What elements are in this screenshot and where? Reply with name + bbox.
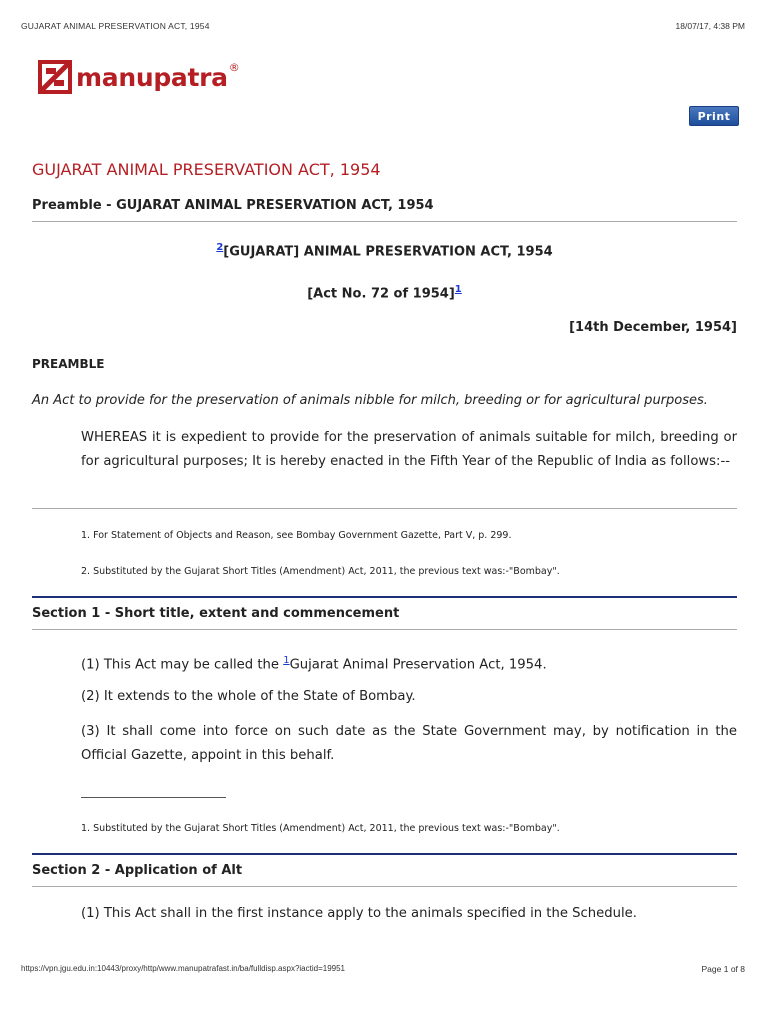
long-title: An Act to provide for the preservation of animals nibble for milch, breeding or for agricultural purposes. — [32, 393, 708, 408]
act-title — [32, 242, 737, 259]
document-title: GUJARAT ANIMAL PRESERVATION ACT, 1954 — [32, 160, 381, 179]
section-1-clause-3: (3) It shall come into force on such date as the State Government may, by notification in the Official Gazette, appoint in this behalf. — [81, 724, 737, 763]
preamble-heading: Preamble - GUJARAT ANIMAL PRESERVATION ACT, 1954 — [32, 198, 434, 213]
footnote-1: 1. For Statement of Objects and Reason, see Bombay Government Gazette, Part V, p. 299. — [81, 530, 512, 541]
print-footer-page: Page 1 of 8 — [701, 964, 745, 974]
preamble-label: PREAMBLE — [32, 357, 105, 371]
clause-text: Gujarat Animal Preservation Act, 1954. — [289, 657, 547, 673]
divider — [32, 629, 737, 630]
manupatra-logo-icon — [38, 60, 72, 94]
divider — [32, 886, 737, 887]
whereas-paragraph: WHEREAS it is expedient to provide for the preservation of animals suitable for milch, breeding or for agricultural purposes; It is hereby enacted in the Fifth Year of the Republic of India as follows:-- — [81, 430, 737, 469]
footnote-ref-2[interactable]: 2 — [216, 242, 224, 253]
divider — [32, 221, 737, 222]
act-title-text: [GUJARAT] ANIMAL PRESERVATION ACT, 1954 — [223, 244, 553, 260]
act-number-text: [Act No. 72 of 1954] — [307, 286, 455, 302]
section-rule — [32, 596, 737, 598]
print-button[interactable]: Print — [689, 106, 739, 126]
footnote-ref-1[interactable]: 1 — [283, 655, 290, 666]
footnote-ref-1[interactable]: 1 — [454, 284, 462, 295]
act-date: [14th December, 1954] — [569, 320, 737, 335]
footnote-divider — [32, 508, 737, 509]
section-1-heading: Section 1 - Short title, extent and commencement — [32, 606, 400, 621]
print-header-title: GUJARAT ANIMAL PRESERVATION ACT, 1954 — [21, 21, 210, 31]
clause-text: (1) This Act may be called the — [81, 657, 284, 673]
footnote-separator — [81, 797, 226, 798]
section-rule — [32, 853, 737, 855]
logo-wordmark: manupatra — [76, 62, 228, 92]
act-number — [32, 284, 737, 301]
section-1-footnote: 1. Substituted by the Gujarat Short Titles (Amendment) Act, 2011, the previous text was:-"Bombay". — [81, 823, 560, 834]
print-header-timestamp: 18/07/17, 4:38 PM — [675, 21, 745, 31]
manupatra-logo[interactable] — [38, 60, 240, 94]
section-2-clause-1: (1) This Act shall in the first instance apply to the animals specified in the Schedule. — [81, 906, 637, 921]
section-1-clause-1 — [81, 649, 737, 677]
section-1-clause-2: (2) It extends to the whole of the State of Bombay. — [81, 689, 416, 704]
print-footer-url: https://vpn.jgu.edu.in:10443/proxy/http/www.manupatrafast.in/ba/fulldisp.aspx?iactid=19951 — [21, 964, 345, 973]
registered-mark: ® — [228, 60, 240, 74]
section-2-heading: Section 2 - Application of Alt — [32, 863, 243, 878]
footnote-2: 2. Substituted by the Gujarat Short Titles (Amendment) Act, 2011, the previous text was:-"Bombay". — [81, 566, 560, 577]
